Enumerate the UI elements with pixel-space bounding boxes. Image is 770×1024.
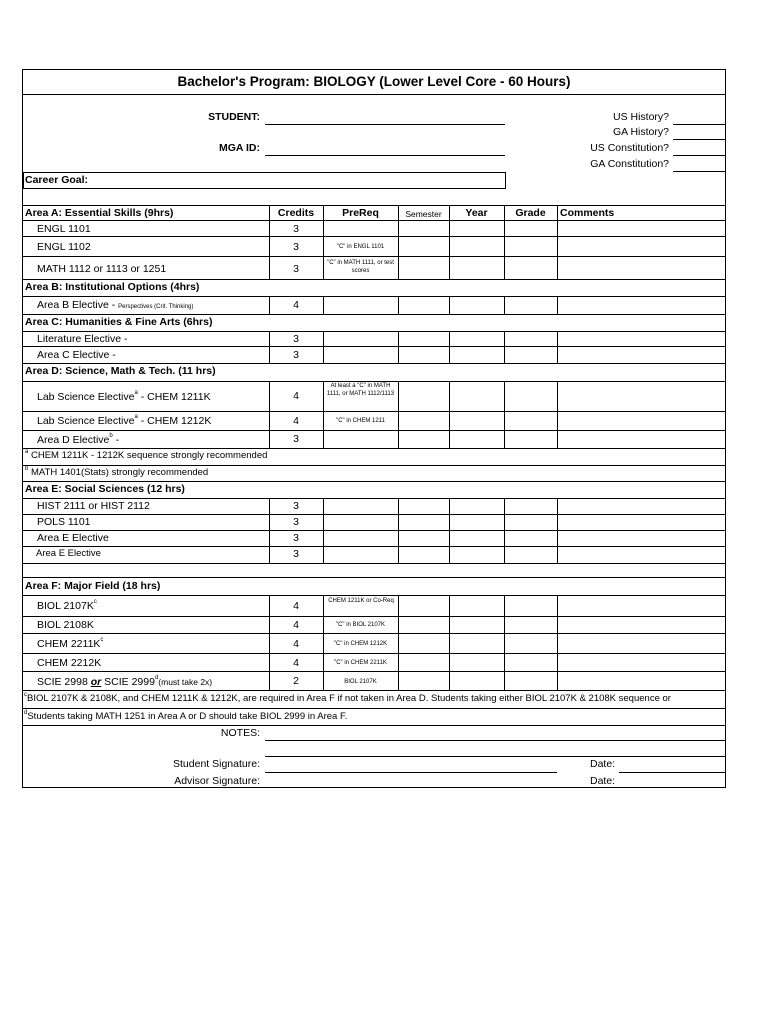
- prereq-value: "C" in CHEM 1211: [336, 418, 385, 424]
- area-d-heading: Area D: Science, Math & Tech. (11 hrs): [25, 365, 216, 377]
- course-note: Perspectives (Crit. Thinking): [118, 304, 194, 310]
- footnote-b: $^b$ MATH 1401(Stats) strongly recommended: [25, 466, 209, 478]
- notes-label: NOTES:: [220, 727, 260, 739]
- credits-value: 3: [293, 500, 299, 512]
- course-name: Literature Elective -: [37, 333, 128, 345]
- notes-field-2[interactable]: [265, 756, 725, 757]
- prereq-header: PreReq: [342, 207, 379, 219]
- date-label: Date:: [590, 758, 616, 770]
- course-name: Area B Elective - Perspectives (Crit. Thinking): [37, 299, 194, 311]
- course-name: ENGL 1101: [37, 223, 91, 235]
- prereq-value: "C" in CHEM 2211K: [334, 660, 387, 666]
- course-name: Lab Science Elective$^a$ - CHEM 1212K: [37, 414, 212, 427]
- credits-value: 3: [293, 241, 299, 253]
- career-goal-label: Career Goal:: [25, 174, 89, 186]
- course-name: Lab Science Elective$^a$ - CHEM 1211K: [37, 390, 211, 403]
- area-e-heading: Area E: Social Sciences (12 hrs): [25, 483, 185, 495]
- course-name: Area C Elective -: [37, 349, 116, 361]
- credits-value: 4: [293, 638, 299, 650]
- course-name: BIOL 2108K: [37, 619, 94, 631]
- semester-header: Semester: [405, 209, 442, 219]
- area-b-heading: Area B: Institutional Options (4hrs): [25, 281, 200, 293]
- footnote-a: $^a$ CHEM 1211K - 1212K sequence strongly recommended: [25, 449, 268, 461]
- course-name: BIOL $2107K^c$: [37, 599, 97, 612]
- course-name: Area E Elective: [37, 532, 109, 544]
- credits-value: 4: [293, 415, 299, 427]
- year-header: Year: [465, 207, 488, 219]
- prereq-value: "C" in ENGL 1101: [336, 244, 385, 250]
- student-label: STUDENT:: [208, 111, 260, 123]
- course-name: MATH 1112 or 1113 or 1251: [37, 263, 167, 275]
- prereq-value: "C" in BIOL 2107K: [335, 622, 386, 628]
- mgaid-label: MGA ID:: [218, 142, 260, 154]
- advisor-signature-label: Advisor Signature:: [174, 775, 260, 787]
- course-name: HIST 2111 or HIST 2112: [37, 500, 150, 512]
- credits-value: 4: [293, 657, 299, 669]
- credits-value: 3: [293, 548, 299, 560]
- area-f-heading: Area F: Major Field (18 hrs): [25, 580, 161, 592]
- credits-value: 3: [293, 333, 299, 345]
- area-a-heading: Area A: Essential Skills (9hrs): [25, 207, 174, 219]
- notes-field[interactable]: [265, 740, 725, 741]
- us-history-field[interactable]: [673, 124, 725, 125]
- us-constitution-label: US Constitution?: [590, 142, 669, 154]
- sheet-title: Bachelor's Program: BIOLOGY (Lower Level Core - 60 Hours): [23, 70, 725, 95]
- student-signature-field[interactable]: [265, 772, 557, 773]
- prereq-value: "C" in MATH 1111, or test scores: [327, 260, 394, 274]
- student-field[interactable]: [265, 124, 505, 125]
- ga-history-label: GA History?: [612, 126, 669, 138]
- credits-value: 4: [293, 619, 299, 631]
- grade-header: Grade: [515, 207, 546, 219]
- course-name: Area E Elective: [36, 548, 101, 559]
- credits-value: 3: [293, 532, 299, 544]
- ga-constitution-field[interactable]: [673, 171, 725, 172]
- credits-value: 2: [293, 675, 299, 687]
- ga-history-field[interactable]: [673, 139, 725, 140]
- comments-header: Comments: [560, 207, 615, 219]
- credits-value: 3: [293, 516, 299, 528]
- credits-value: 4: [293, 299, 299, 311]
- credits-value: 3: [293, 349, 299, 361]
- course-name: CHEM $2211K^c$: [37, 637, 104, 650]
- credits-header: Credits: [277, 207, 315, 219]
- program-sheet: [22, 69, 726, 788]
- career-goal-field[interactable]: [23, 172, 506, 189]
- footnote-c: $^c$BIOL 2107K & 2108K, and CHEM 1211K & 1212K, are required in Area F if not taken in Area D. Students taking either BIOL 2107K & 2108K sequence or: [24, 692, 671, 704]
- ga-constitution-label: GA Constitution?: [590, 158, 669, 170]
- course-name: ENGL 1102: [37, 241, 91, 253]
- prereq-value: BIOL 2107K: [344, 679, 377, 685]
- prereq-value: "C" in CHEM 1212K: [333, 641, 388, 647]
- area-c-heading: Area C: Humanities & Fine Arts (6hrs): [25, 316, 213, 328]
- us-constitution-field[interactable]: [673, 155, 725, 156]
- prereq-value: CHEM 1211K or Co-Req: [328, 598, 394, 604]
- credits-value: 3: [293, 433, 299, 445]
- course-name: Area D Elective$^b$ -: [37, 433, 120, 446]
- credits-value: 3: [293, 263, 299, 275]
- credits-value: 3: [293, 223, 299, 235]
- date-label: Date:: [590, 775, 616, 787]
- student-date-field[interactable]: [619, 772, 725, 773]
- us-history-label: US History?: [612, 111, 669, 123]
- credits-value: 4: [293, 390, 299, 402]
- course-name: CHEM 2212K: [37, 657, 102, 669]
- mgaid-field[interactable]: [265, 155, 505, 156]
- footnote-d: $^d$Students taking MATH 1251 in Area A or D should take BIOL 2999 in Area F.: [24, 710, 348, 722]
- course-name: SCIE 2998 or SCIE 2999$^d$(must take 2x): [37, 675, 213, 688]
- course-name: POLS 1101: [37, 516, 91, 528]
- prereq-value: At least a "C" in MATH 1111, or MATH 1112/1113: [326, 383, 395, 397]
- student-signature-label: Student Signature:: [173, 758, 260, 770]
- credits-value: 4: [293, 600, 299, 612]
